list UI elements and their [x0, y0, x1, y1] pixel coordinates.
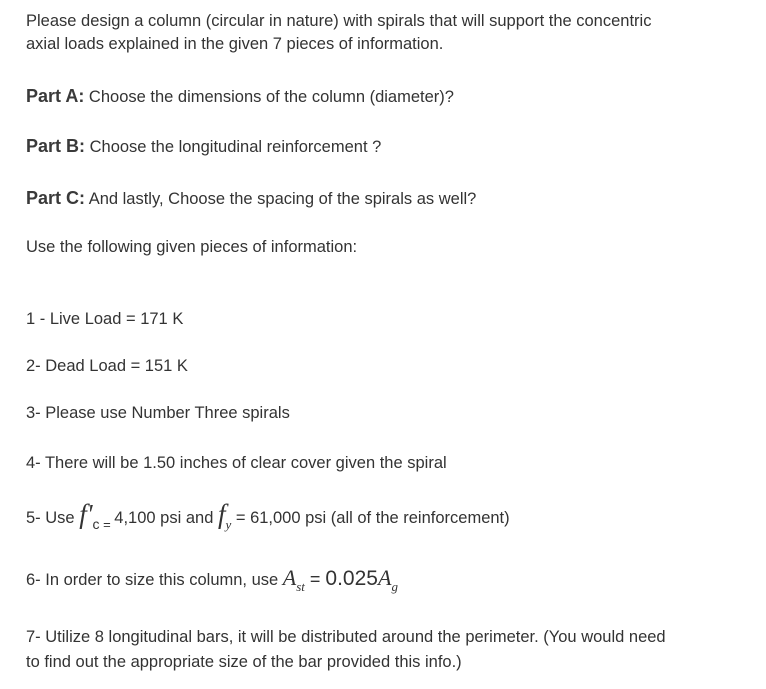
intro-line-1: Please design a column (circular in nature) with spirals that will support the concentric: [26, 12, 652, 30]
item-4: 4- There will be 1.50 inches of clear cover given the spiral: [26, 454, 447, 472]
intro-line-2: axial loads explained in the given 7 pieces of information.: [26, 35, 444, 53]
item-5-prefix: 5- Use: [26, 509, 80, 527]
part-a-label: Part A:: [26, 86, 85, 106]
part-a: [26, 84, 454, 109]
ag-symbol: A: [377, 565, 392, 590]
fc-value: 4,100 psi and: [114, 509, 218, 527]
part-c: [26, 186, 476, 211]
part-b-label: Part B:: [26, 136, 86, 156]
item-1: 1 - Live Load = 171 K: [26, 310, 184, 328]
equals-sign: =: [304, 569, 326, 589]
fy-symbol: f: [217, 499, 226, 529]
ag-subscript: g: [391, 579, 398, 594]
fc-equals: =: [99, 517, 115, 532]
part-c-label: Part C:: [26, 188, 86, 208]
fc-symbol: f': [79, 499, 93, 529]
fc-subscript: c: [92, 516, 100, 532]
item-5: [26, 499, 510, 532]
item-6: [26, 567, 398, 593]
fy-subscript: y: [225, 517, 232, 532]
part-b: [26, 134, 381, 159]
item-2: 2- Dead Load = 151 K: [26, 357, 188, 375]
part-c-text: And lastly, Choose the spacing of the spirals as well?: [85, 190, 477, 208]
fy-rest: = 61,000 psi (all of the reinforcement): [231, 509, 510, 527]
ast-symbol: A: [282, 565, 297, 590]
item-7-line-2: to find out the appropriate size of the bar provided this info.): [26, 653, 462, 671]
ratio-value: 0.025: [325, 567, 378, 590]
item-3: 3- Please use Number Three spirals: [26, 404, 290, 422]
item-7-line-1: 7- Utilize 8 longitudinal bars, it will be distributed around the perimeter. (You would need: [26, 628, 666, 646]
item-6-prefix: 6- In order to size this column, use: [26, 571, 283, 589]
part-b-text: Choose the longitudinal reinforcement ?: [85, 138, 382, 156]
ast-subscript: st: [296, 579, 305, 594]
use-info: Use the following given pieces of information:: [26, 238, 358, 256]
part-a-text: Choose the dimensions of the column (diameter)?: [84, 88, 454, 106]
